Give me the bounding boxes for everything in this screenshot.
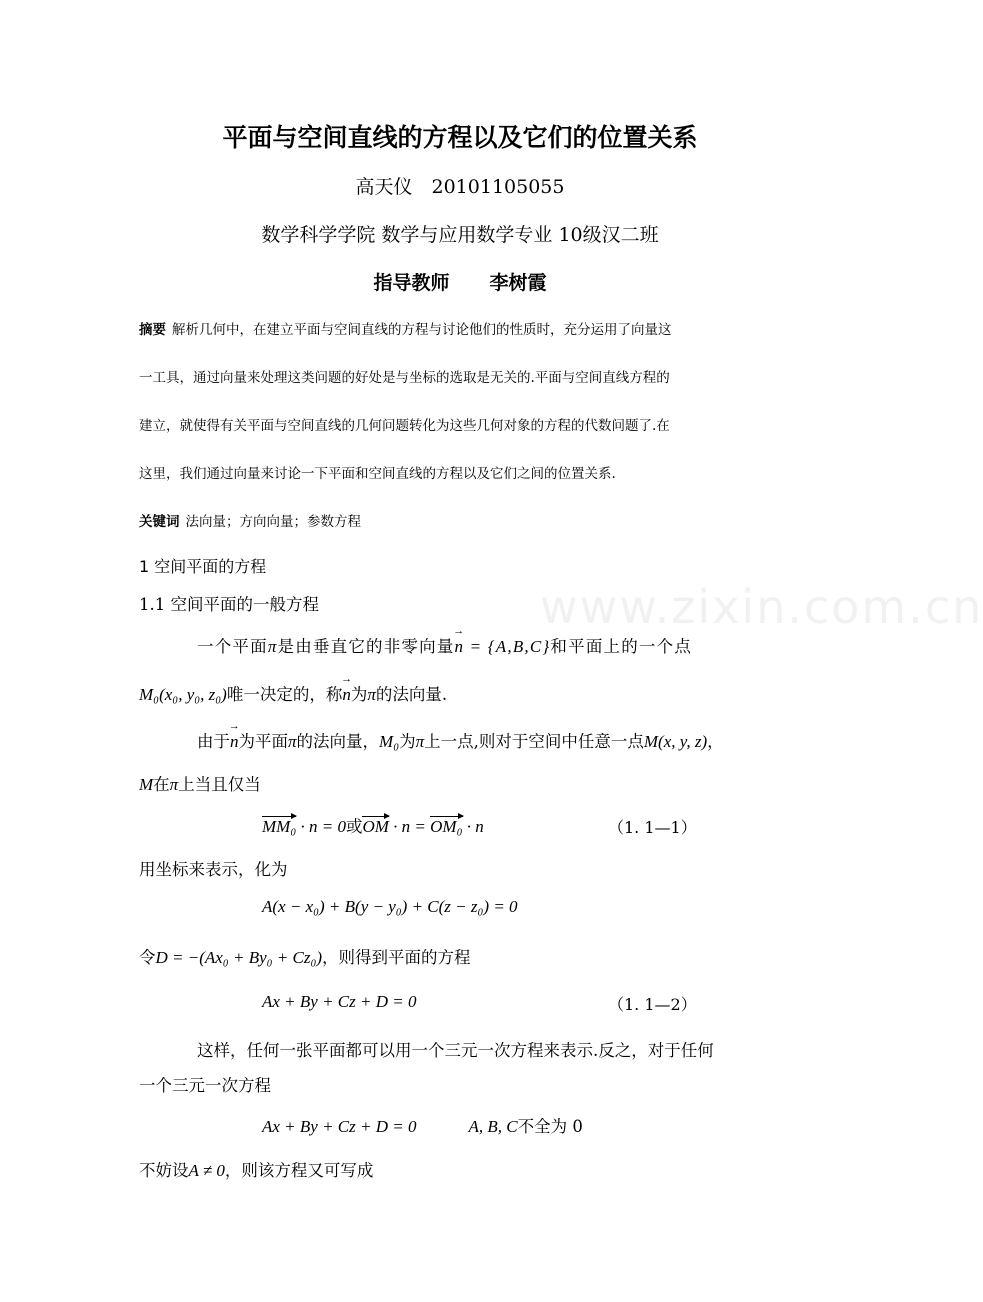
- abstract-line-2: 一工具，通过向量来处理这类问题的好处是与坐标的选取是无关的.平面与空间直线方程的: [139, 370, 670, 386]
- author-line: 高天仪 20101105055: [355, 176, 565, 198]
- body-line: 这样，任何一张平面都可以用一个三元一次方程来表示.反之，对于任何: [197, 1041, 714, 1060]
- abstract-label: 摘要: [139, 322, 166, 338]
- advisor-name: 李树霞: [489, 272, 547, 294]
- advisor-label: 指导教师: [373, 272, 450, 294]
- abstract-line-4: 这里，我们通过向量来讨论一下平面和空间直线的方程以及它们之间的位置关系.: [139, 466, 616, 482]
- equation-general: Ax + By + Cz + D = 0 A, B, C不全为 0: [262, 1117, 583, 1136]
- body-line: 一个平面π是由垂直它的非零向量→ n = {A,B,C}和平面上的一个点: [197, 633, 692, 657]
- body-line: 令D = −(Ax₀ + By₀ + Cz₀)，则得到平面的方程: [139, 948, 471, 967]
- section-heading: 1 空间平面的方程: [139, 557, 267, 576]
- equation-coordinate-form: A(x − x₀) + B(y − y₀) + C(z − z₀) = 0: [262, 897, 518, 916]
- advisor-line: [0, 268, 920, 295]
- affiliation: 数学科学学院 数学与应用数学专业 10级汉二班: [261, 224, 659, 246]
- subsection-heading: 1.1 空间平面的一般方程: [139, 595, 319, 614]
- keywords-label: 关键词: [139, 514, 180, 530]
- body-line: M在π上当且仅当: [139, 775, 261, 794]
- equation-number: （1. 1—2）: [608, 995, 697, 1014]
- keywords-text: 法向量；方向向量；参数方程: [185, 514, 361, 530]
- equation-1-1-2: Ax + By + Cz + D = 0: [262, 992, 417, 1011]
- body-line: 一个三元一次方程: [139, 1076, 271, 1095]
- abstract-line-1: 摘要 解析几何中，在建立平面与空间直线的方程与讨论他们的性质时，充分运用了向量这: [139, 322, 672, 338]
- body-line: M₀(x₀, y₀, z₀)唯一决定的，称→ n为π的法向量.: [139, 681, 447, 705]
- body-line: 由于→ n为平面π的法向量，M₀为π上一点,则对于空间中任意一点M(x, y, z)，: [197, 728, 724, 752]
- body-line: 不妨设A ≠ 0，则该方程又可写成: [139, 1161, 374, 1180]
- equation-number: （1. 1—1）: [608, 818, 697, 837]
- equation-1-1-1: MM₀ · n = 0或OM · n = OM₀ · n: [262, 817, 484, 836]
- watermark: www.zixin.com.cn: [540, 580, 983, 634]
- document-title: 平面与空间直线的方程以及它们的位置关系: [222, 123, 698, 152]
- keywords-line: [139, 510, 361, 530]
- abstract-line-3: 建立，就使得有关平面与空间直线的几何问题转化为这些几何对象的方程的代数问题了.在: [139, 418, 670, 434]
- body-line: 用坐标来表示，化为: [139, 860, 288, 879]
